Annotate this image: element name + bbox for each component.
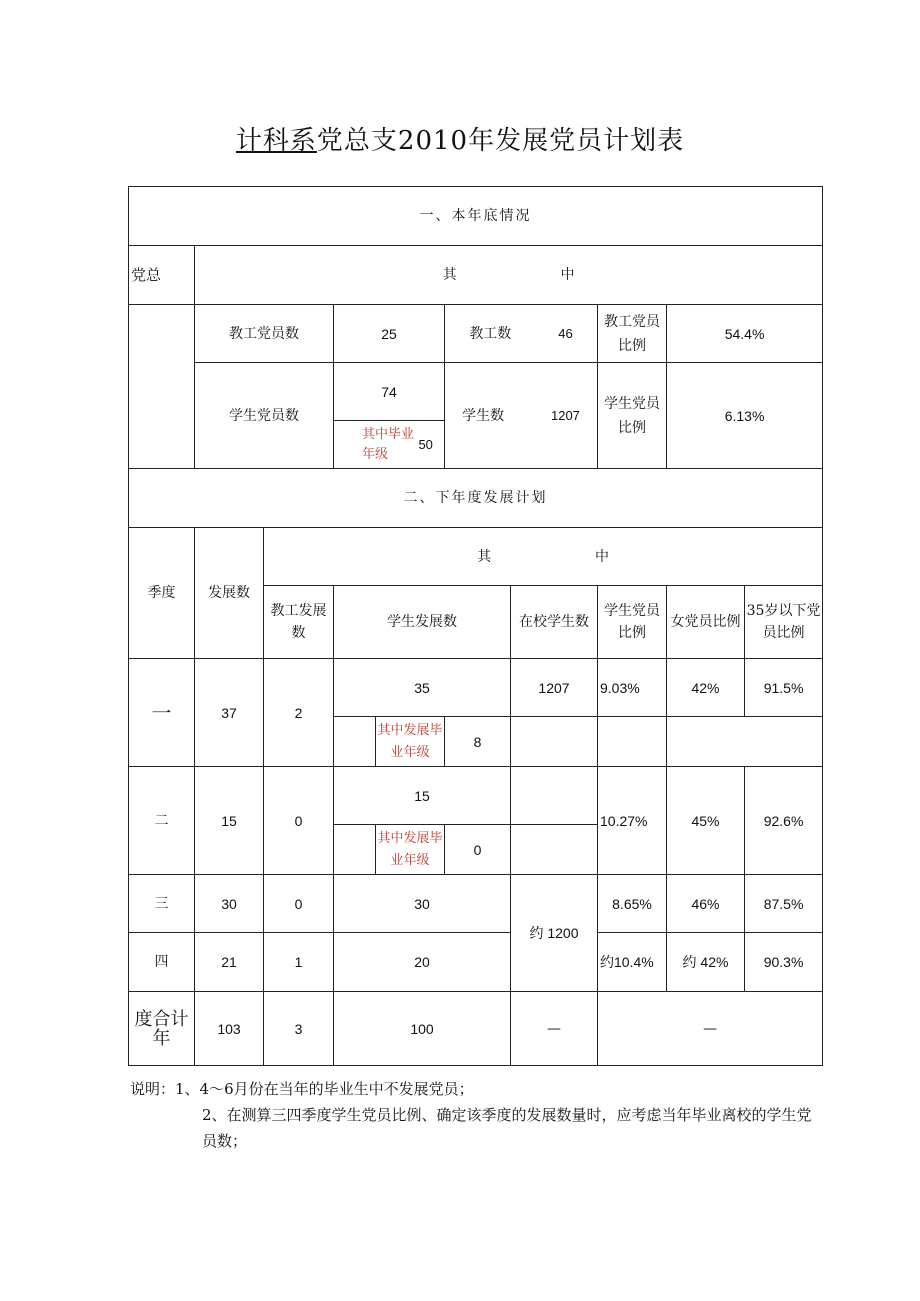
q1-under35-ratio: 91.5% (745, 659, 823, 717)
student-count-label: 学生数 (462, 407, 505, 424)
q1-student: 35 (334, 659, 511, 717)
q2-quarter: 二 (129, 767, 195, 875)
q3-student: 30 (334, 875, 511, 933)
student-ratio-value: 6.13% (667, 363, 823, 469)
student-dev-header: 学生发展数 (334, 586, 511, 659)
qizhong-header-2 (264, 528, 823, 586)
student-count-value: 1207 (550, 407, 580, 423)
graduating-label: 其中毕业年级 (362, 426, 415, 462)
q1-grad-label: 其中发展毕业年级 (376, 717, 445, 767)
total-row-enrolled: — (511, 992, 598, 1066)
total-row-label: 度合计年 (129, 992, 195, 1066)
q3-staff: 0 (264, 875, 334, 933)
staff-count-value: 46 (558, 325, 573, 341)
party-branch-label: 党总 (129, 246, 195, 305)
q34-enrolled: 约 1200 (511, 875, 598, 992)
q2-spacer (334, 825, 376, 875)
total-row-ratios: — (598, 992, 823, 1066)
q2-grad-label: 其中发展毕业年级 (376, 825, 445, 875)
q4-staff: 1 (264, 933, 334, 992)
total-row-staff: 3 (264, 992, 334, 1066)
staff-count-cell (445, 305, 598, 363)
staff-members-label: 教工党员数 (195, 305, 334, 363)
title-rest: 党总支2010年发展党员计划表 (316, 126, 685, 156)
q1-enrolled: 1207 (511, 659, 598, 717)
q3-quarter: 三 (129, 875, 195, 933)
q2-student-ratio: 10.27% (598, 767, 667, 875)
student-members-label: 学生党员数 (195, 363, 334, 469)
quarter-header: 季度 (129, 528, 195, 659)
q2-under35-ratio: 92.6% (745, 767, 823, 875)
blank-cell (129, 305, 195, 469)
qizhong-header (195, 246, 823, 305)
page-title (0, 120, 920, 157)
q1-female-ratio: 42% (667, 659, 745, 717)
staff-ratio-value: 54.4% (667, 305, 823, 363)
notes (130, 1076, 820, 1154)
staff-dev-header: 教工发展数 (264, 586, 334, 659)
qi-text: 其 (442, 267, 457, 283)
total-row-total: 103 (195, 992, 264, 1066)
staff-members-value: 25 (334, 305, 445, 363)
q1-total: 37 (195, 659, 264, 767)
q2-grad-value: 0 (445, 825, 511, 875)
zhong-text-2: 中 (595, 548, 610, 565)
student-count-cell (445, 363, 598, 469)
student-ratio-label: 学生党员比例 (598, 363, 667, 469)
student-ratio-header: 学生党员比例 (598, 586, 667, 659)
q2-empty-1 (511, 825, 598, 875)
q3-student-ratio: 8.65% (598, 875, 667, 933)
female-ratio-header: 女党员比例 (667, 586, 745, 659)
q4-total: 21 (195, 933, 264, 992)
q2-total: 15 (195, 767, 264, 875)
section1-heading: 一、本年底情况 (129, 187, 823, 246)
q3-total: 30 (195, 875, 264, 933)
q2-student: 15 (334, 767, 511, 825)
q1-spacer (334, 717, 376, 767)
zhong-text: 中 (560, 267, 575, 283)
note-line-2: 2、在测算三四季度学生党员比例、确定该季度的发展数量时，应考虑当年毕业离校的学生党员数； (202, 1106, 812, 1150)
enrolled-header: 在校学生数 (511, 586, 598, 659)
graduating-cell (334, 421, 445, 469)
q3-under35-ratio: 87.5% (745, 875, 823, 933)
q2-staff: 0 (264, 767, 334, 875)
q1-empty-2 (598, 717, 667, 767)
q4-under35-ratio: 90.3% (745, 933, 823, 992)
q1-student-ratio: 9.03% (598, 659, 667, 717)
q1-quarter: 一 (129, 659, 195, 767)
total-header: 发展数 (195, 528, 264, 659)
q2-female-ratio: 45% (667, 767, 745, 875)
q2-enrolled-empty (511, 767, 598, 825)
q4-female-ratio: 约 42% (667, 933, 745, 992)
q1-staff: 2 (264, 659, 334, 767)
title-underlined: 计科系 (235, 126, 317, 156)
q1-grad-value: 8 (445, 717, 511, 767)
under35-ratio-header: 35岁以下党员比例 (745, 586, 823, 659)
staff-count-label: 教工数 (469, 325, 512, 342)
staff-ratio-label: 教工党员比例 (598, 305, 667, 363)
q4-quarter: 四 (129, 933, 195, 992)
q4-student-ratio: 约10.4% (598, 933, 667, 992)
q3-female-ratio: 46% (667, 875, 745, 933)
q1-empty-3 (667, 717, 823, 767)
note-line-1: 说明：1、4～6月份在当年的毕业生中不发展党员； (130, 1080, 474, 1098)
graduating-value: 50 (418, 436, 433, 452)
q1-empty-1 (511, 717, 598, 767)
plan-table (128, 186, 823, 1066)
total-row-student: 100 (334, 992, 511, 1066)
student-members-value: 74 (334, 363, 445, 421)
q4-student: 20 (334, 933, 511, 992)
qi-text-2: 其 (477, 548, 492, 565)
section2-heading: 二、下年度发展计划 (129, 469, 823, 528)
